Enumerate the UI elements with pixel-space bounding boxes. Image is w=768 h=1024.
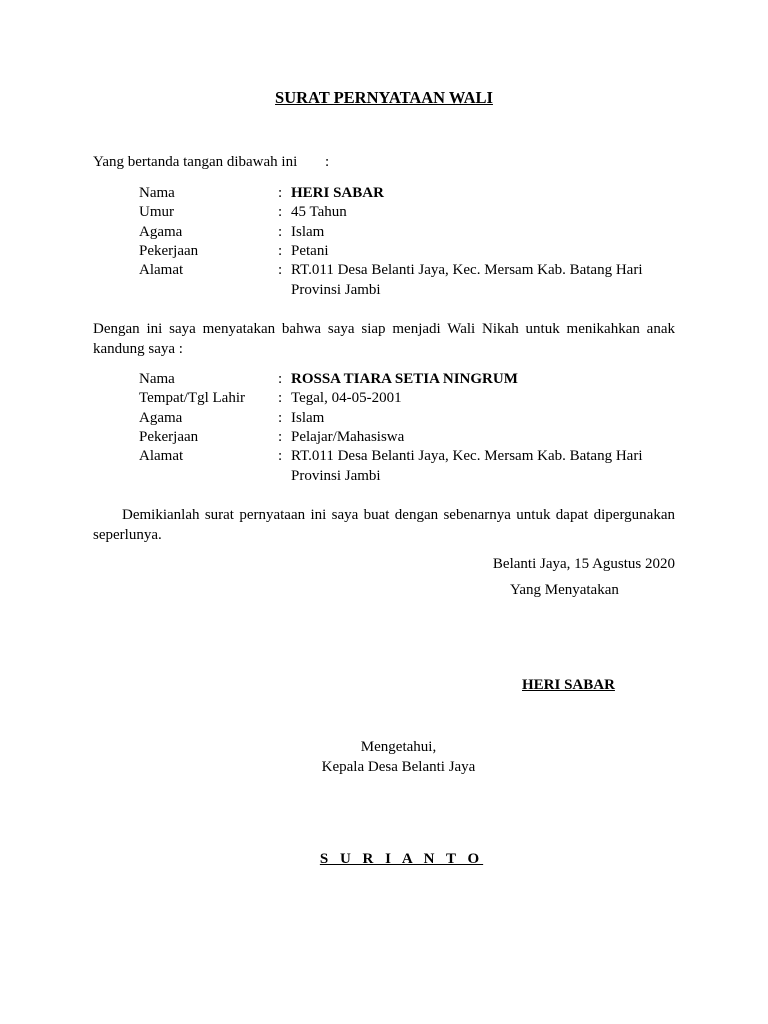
declarer-label: Yang Menyatakan (510, 582, 619, 598)
field-label: Pekerjaan (139, 242, 199, 259)
field-label: Alamat (139, 448, 184, 465)
place-date: Belanti Jaya, 15 Agustus 2020 (492, 556, 675, 572)
field-label: Nama (139, 185, 175, 201)
field-separator: : (278, 242, 283, 259)
wali-row-agama (139, 223, 679, 242)
anak-identity-table (139, 370, 679, 486)
wali-row-alamat (139, 261, 679, 300)
field-label: Alamat (139, 262, 184, 279)
intro-colon: : (325, 154, 330, 170)
field-separator: : (278, 262, 283, 279)
anak-row-pekerjaan (139, 428, 679, 447)
field-separator: : (278, 371, 283, 387)
closing-paragraph: Demikianlah surat pernyataan ini saya buat dengan sebenarnya untuk dapat dipergunakan seperlunya. (93, 507, 675, 543)
wali-row-nama (139, 184, 679, 203)
field-value: Petani (291, 242, 329, 259)
anak-row-ttl (139, 389, 679, 408)
field-value: RT.011 Desa Belanti Jaya, Kec. Mersam Kab. Batang Hari Provinsi Jambi (291, 262, 643, 298)
document-title: SURAT PERNYATAAN WALI (275, 88, 493, 107)
field-label: Nama (139, 371, 175, 387)
intro-line (93, 153, 330, 173)
field-separator: : (278, 223, 283, 240)
field-separator: : (278, 428, 283, 445)
field-separator: : (278, 204, 283, 221)
field-separator: : (278, 185, 283, 201)
field-separator: : (278, 448, 283, 465)
field-value: Islam (291, 223, 325, 240)
anak-row-nama (139, 370, 679, 389)
field-value: Pelajar/Mahasiswa (291, 428, 405, 445)
field-value: RT.011 Desa Belanti Jaya, Kec. Mersam Kab. Batang Hari Provinsi Jambi (291, 448, 643, 484)
field-separator: : (278, 390, 283, 407)
field-label: Pekerjaan (139, 428, 199, 445)
field-value: Tegal, 04-05-2001 (291, 390, 402, 407)
village-head-position: Kepala Desa Belanti Jaya (321, 758, 476, 775)
declarer-signature-name: HERI SABAR (522, 677, 615, 693)
village-head-name: S U R I A N T O (319, 851, 484, 867)
anak-row-alamat (139, 447, 679, 486)
anak-row-agama (139, 409, 679, 428)
field-label: Tempat/Tgl Lahir (139, 390, 245, 407)
wali-identity-table (139, 184, 679, 300)
field-label: Umur (139, 204, 174, 221)
field-value: Islam (291, 409, 325, 426)
field-label: Agama (139, 409, 183, 426)
field-separator: : (278, 409, 283, 426)
intro-text: Yang bertanda tangan dibawah ini (93, 154, 298, 170)
field-label: Agama (139, 223, 183, 240)
wali-row-pekerjaan (139, 242, 679, 261)
anak-name-value: ROSSA TIARA SETIA NINGRUM (291, 371, 518, 387)
acknowledgement-block (0, 738, 768, 777)
wali-row-umur (139, 203, 679, 222)
acknowledgement-label: Mengetahui, (360, 739, 437, 755)
wali-name-value: HERI SABAR (291, 185, 384, 201)
field-value: 45 Tahun (291, 204, 347, 221)
statement-paragraph: Dengan ini saya menyatakan bahwa saya siap menjadi Wali Nikah untuk menikahkan anak kandung saya : (93, 321, 675, 357)
